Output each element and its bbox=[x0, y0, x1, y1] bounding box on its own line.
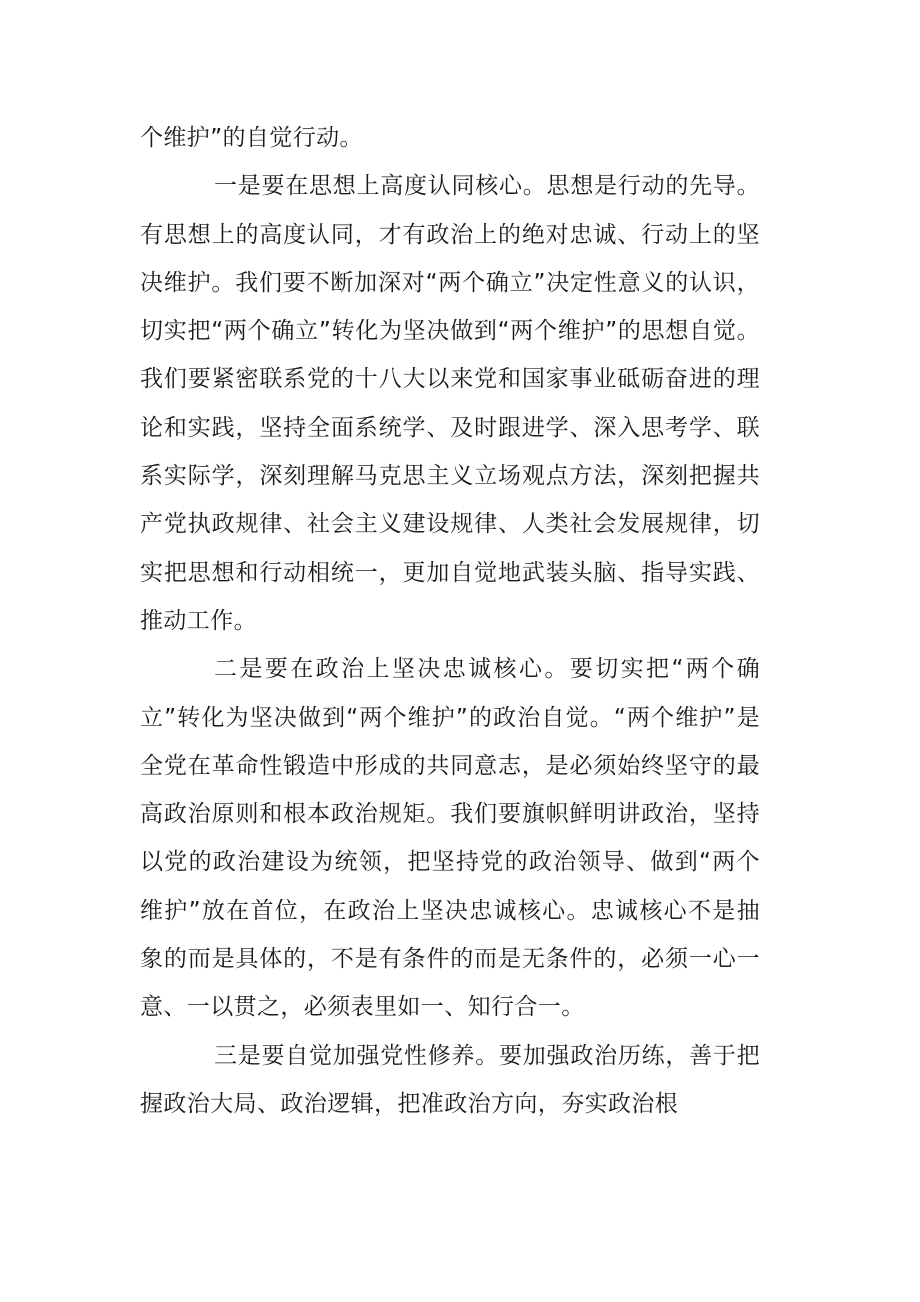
paragraph-continuation: 个维护”的自觉行动。 bbox=[140, 125, 363, 151]
paragraph-point-three: 三是要自觉加强党性修养。要加强政治历练，善于把握政治大局、政治逻辑，把准政治方向，夯实政治根 bbox=[140, 1042, 760, 1117]
paragraph-point-two: 二是要在政治上坚决忠诚核心。要切实把“两个确立”转化为坚决做到“两个维护”的政治自觉。“两个维护”是全党在革命性锻造中形成的共同意志，是必须始终坚守的最高政治原则和根本政治规矩。我们要旗帜鲜明讲政治，坚持以党的政治建设为统领，把坚持党的政治领导、做到“两个维护”放在首位，在政治上坚决忠诚核心。忠诚核心不是抽象的而是具体的，不是有条件的而是无条件的，必须一心一意、一以贯之，必须表里如一、知行合一。 bbox=[140, 656, 760, 1021]
paragraph-point-one: 一是要在思想上高度认同核心。思想是行动的先导。有思想上的高度认同，才有政治上的绝对忠诚、行动上的坚决维护。我们要不断加深对“两个确立”决定性意义的认识，切实把“两个确立”转化为坚决做到“两个维护”的思想自觉。我们要紧密联系党的十八大以来党和国家事业砥砺奋进的理论和实践，坚持全面系统学、及时跟进学、深入思考学、联系实际学，深刻理解马克思主义立场观点方法，深刻把握共产党执政规律、社会主义建设规律、人类社会发展规律，切实把思想和行动相统一，更加自觉地武装头脑、指导实践、推动工作。 bbox=[140, 173, 760, 634]
document-body bbox=[140, 114, 760, 1128]
